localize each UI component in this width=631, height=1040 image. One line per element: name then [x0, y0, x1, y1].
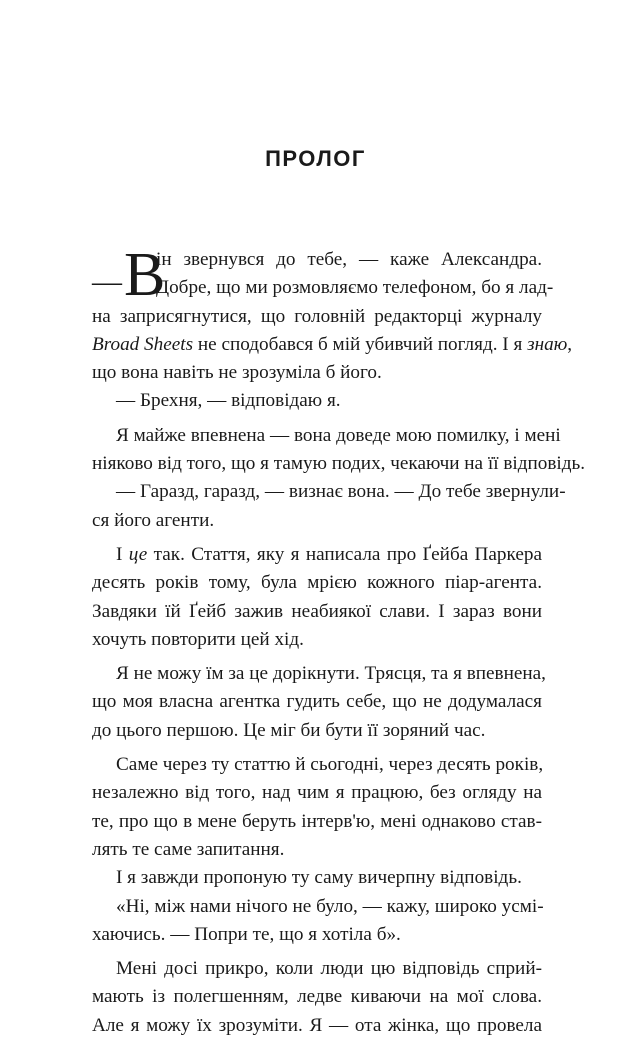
text-line: Мені досі прикро, коли люди цю відповідь сприй- [116, 958, 542, 980]
drop-cap: В [124, 241, 166, 309]
italic-text: це [128, 543, 148, 565]
text-line: ся його агенти. [92, 509, 215, 531]
chapter-title: ПРОЛОГ [265, 146, 366, 171]
text-line: Я не можу їм за це дорікнути. Трясця, та я впевнена, [116, 663, 546, 685]
text-line [92, 331, 573, 359]
text-line: на заприсягнутися, що головній редакторці журналу [92, 305, 542, 327]
text-line [92, 541, 542, 569]
text-line: ніяково від того, що я тамую подих, чекаючи на її відповідь. [92, 453, 586, 475]
body-text [92, 241, 586, 1040]
text-line: лять те саме запитання. [92, 838, 285, 860]
text-line: І я завжди пропоную ту саму вичерпну відповідь. [116, 867, 522, 889]
text-line: те, про що в мене беруть інтерв'ю, мені однаково став- [92, 810, 542, 832]
text-line: хаючись. — Попри те, що я хотіла б». [92, 923, 401, 945]
text-span: , [567, 333, 573, 355]
text-line: Я майже впевнена — вона доведе мою помилку, і мені [116, 424, 561, 446]
text-line: ін звернувся до тебе, — каже Александра. [156, 249, 542, 270]
text-line: мають із полегшенням, ледве киваючи на мої слова. [92, 986, 542, 1008]
text-line: незалежно від того, над чим я працюю, без огляду на [92, 782, 542, 804]
text-line: Але я можу їх зрозуміти. Я — ота жінка, що провела [92, 1014, 542, 1036]
text-line: «Ні, між нами нічого не було, — кажу, широко усмі- [116, 895, 544, 917]
opening-dash: — [92, 265, 122, 298]
text-span: так. Стаття, яку я написала про Ґейба Паркера [147, 543, 542, 565]
text-line: що моя власна агентка гудить себе, що не додумалася [92, 691, 542, 713]
opening-paragraph [92, 241, 573, 387]
text-line: Добре, що ми розмовляємо телефоном, бо я лад- [156, 277, 554, 299]
text-line: десять років тому, була мрією кожного піар-агента. [92, 572, 542, 594]
text-span: І [116, 543, 129, 565]
text-line: — Гаразд, гаразд, — визнає вона. — До тебе звернули- [116, 481, 566, 503]
text-line: Завдяки їй Ґейб зажив неабиякої слави. І зараз вони [92, 600, 542, 622]
italic-text: Broad Sheets [92, 333, 194, 355]
text-span: не сподобався б мій убивчий погляд. І я [193, 333, 528, 355]
text-line: до цього першою. Це міг би бути її зоряний час. [92, 719, 486, 741]
text-line: хочуть повторити цей хід. [92, 628, 304, 650]
italic-text: знаю [527, 333, 568, 355]
text-line: Саме через ту статтю й сьогодні, через десять років, [116, 754, 544, 776]
text-line: що вона навіть не зрозуміла б його. [92, 362, 382, 384]
text-line: — Брехня, — відповідаю я. [116, 390, 341, 412]
